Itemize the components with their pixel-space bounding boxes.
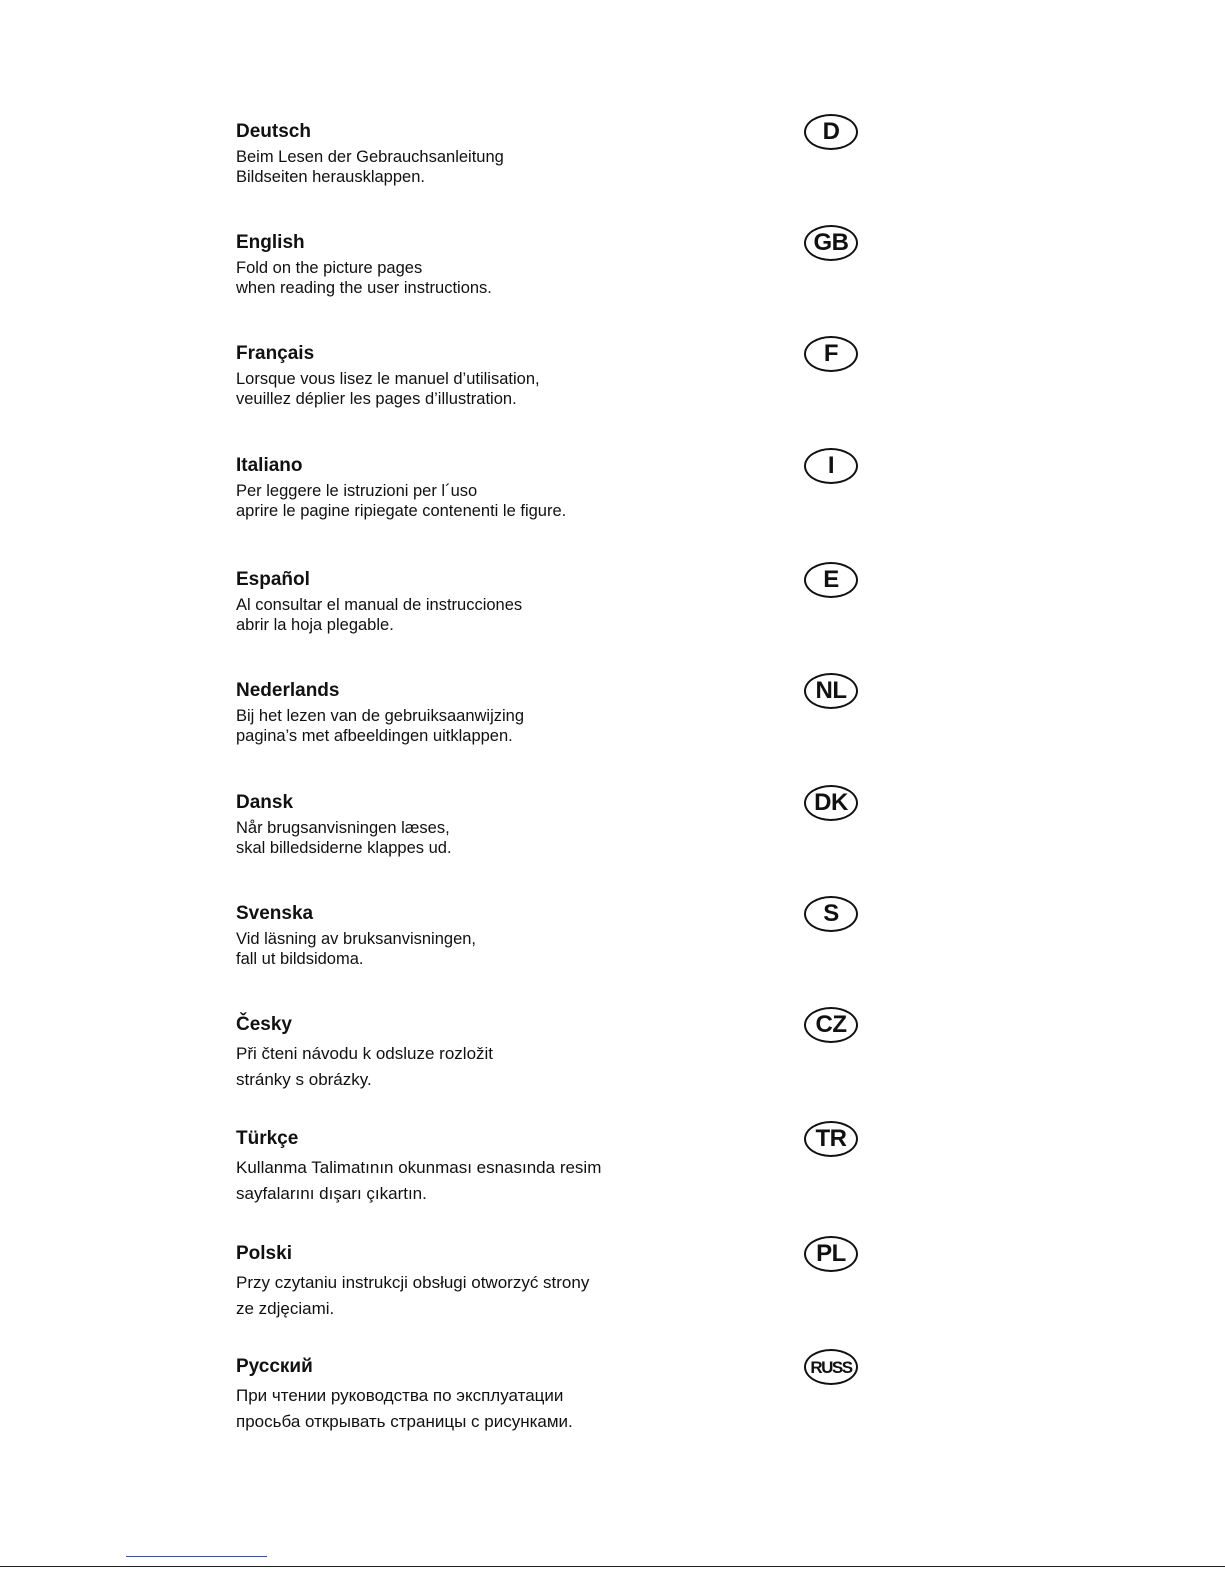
instruction-line-2: Bildseiten herausklappen. bbox=[236, 168, 425, 186]
language-entry-nederlands bbox=[236, 677, 876, 780]
language-entry-cesky bbox=[236, 1011, 876, 1114]
instruction-line-1: Fold on the picture pages bbox=[236, 259, 423, 277]
instruction-line-2: sayfalarını dışarı çıkartın. bbox=[236, 1184, 427, 1203]
country-code-badge: S bbox=[804, 896, 858, 932]
instruction-line-2: pagina’s met afbeeldingen uitklappen. bbox=[236, 727, 513, 745]
country-code-badge: D bbox=[804, 114, 858, 150]
language-title: Italiano bbox=[236, 455, 303, 476]
instruction-line-1: Beim Lesen der Gebrauchsanleitung bbox=[236, 148, 504, 166]
instruction-line-1: При чтении руководства по эксплуатации bbox=[236, 1386, 564, 1405]
instruction-line-1: Per leggere le istruzioni per l´uso bbox=[236, 482, 478, 500]
footer-divider bbox=[0, 1566, 1225, 1567]
country-code-badge: TR bbox=[804, 1121, 858, 1157]
country-code-badge: CZ bbox=[804, 1007, 858, 1043]
language-title: Česky bbox=[236, 1014, 292, 1035]
country-code-badge: E bbox=[804, 562, 858, 598]
country-code-badge: GB bbox=[804, 225, 858, 261]
instruction-line-2: stránky s obrázky. bbox=[236, 1070, 372, 1089]
language-entry-english bbox=[236, 229, 876, 332]
instruction-line-2: abrir la hoja plegable. bbox=[236, 616, 394, 634]
language-entry-francais bbox=[236, 340, 876, 443]
language-title: Polski bbox=[236, 1243, 292, 1264]
language-entry-turkce bbox=[236, 1125, 876, 1228]
country-code-badge: RUSS bbox=[804, 1349, 858, 1385]
instruction-line-1: Al consultar el manual de instrucciones bbox=[236, 596, 523, 614]
instruction-line-1: Når brugsanvisningen læses, bbox=[236, 819, 450, 837]
language-title: Deutsch bbox=[236, 121, 311, 142]
language-title: Nederlands bbox=[236, 680, 340, 701]
instruction-line-2: when reading the user instructions. bbox=[236, 279, 492, 297]
country-code-badge: PL bbox=[804, 1236, 858, 1272]
language-entry-russkiy bbox=[236, 1356, 876, 1456]
language-title: English bbox=[236, 232, 305, 253]
language-entry-italiano bbox=[236, 452, 876, 555]
instruction-line-1: Lorsque vous lisez le manuel d’utilisation, bbox=[236, 370, 540, 388]
language-entry-dansk bbox=[236, 789, 876, 892]
language-title: Svenska bbox=[236, 903, 314, 924]
instruction-line-2: veuillez déplier les pages d’illustration. bbox=[236, 390, 517, 408]
country-code-badge: NL bbox=[804, 673, 858, 709]
instruction-line-1: Przy czytaniu instrukcji obsługi otworzyć strony bbox=[236, 1273, 590, 1292]
language-entry-deutsch bbox=[236, 118, 876, 221]
language-title: Dansk bbox=[236, 792, 294, 813]
language-entry-polski bbox=[236, 1240, 876, 1343]
instruction-line-2: aprire le pagine ripiegate contenenti le figure. bbox=[236, 502, 567, 520]
language-title: Русский bbox=[236, 1356, 313, 1377]
language-entry-espanol bbox=[236, 566, 876, 669]
language-entry-svenska bbox=[236, 900, 876, 1003]
instruction-line-2: skal billedsiderne klappes ud. bbox=[236, 839, 452, 857]
instruction-line-2: ze zdjęciami. bbox=[236, 1299, 335, 1318]
country-code-badge: F bbox=[804, 336, 858, 372]
instruction-line-1: Kullanma Talimatının okunması esnasında resim bbox=[236, 1158, 602, 1177]
country-code-badge: DK bbox=[804, 785, 858, 821]
instruction-line-2: просьба открывать страницы с рисунками. bbox=[236, 1412, 573, 1431]
language-title: Türkçe bbox=[236, 1128, 299, 1149]
language-title: Français bbox=[236, 343, 315, 364]
instruction-line-1: Při čteni návodu k odsluze rozložit bbox=[236, 1044, 494, 1063]
language-title: Español bbox=[236, 569, 310, 590]
instruction-line-1: Bij het lezen van de gebruiksaanwijzing bbox=[236, 707, 525, 725]
country-code-badge: I bbox=[804, 448, 858, 484]
instruction-line-1: Vid läsning av bruksanvisningen, bbox=[236, 930, 477, 948]
instruction-line-2: fall ut bildsidoma. bbox=[236, 950, 364, 968]
footer-link-underline bbox=[126, 1556, 267, 1557]
